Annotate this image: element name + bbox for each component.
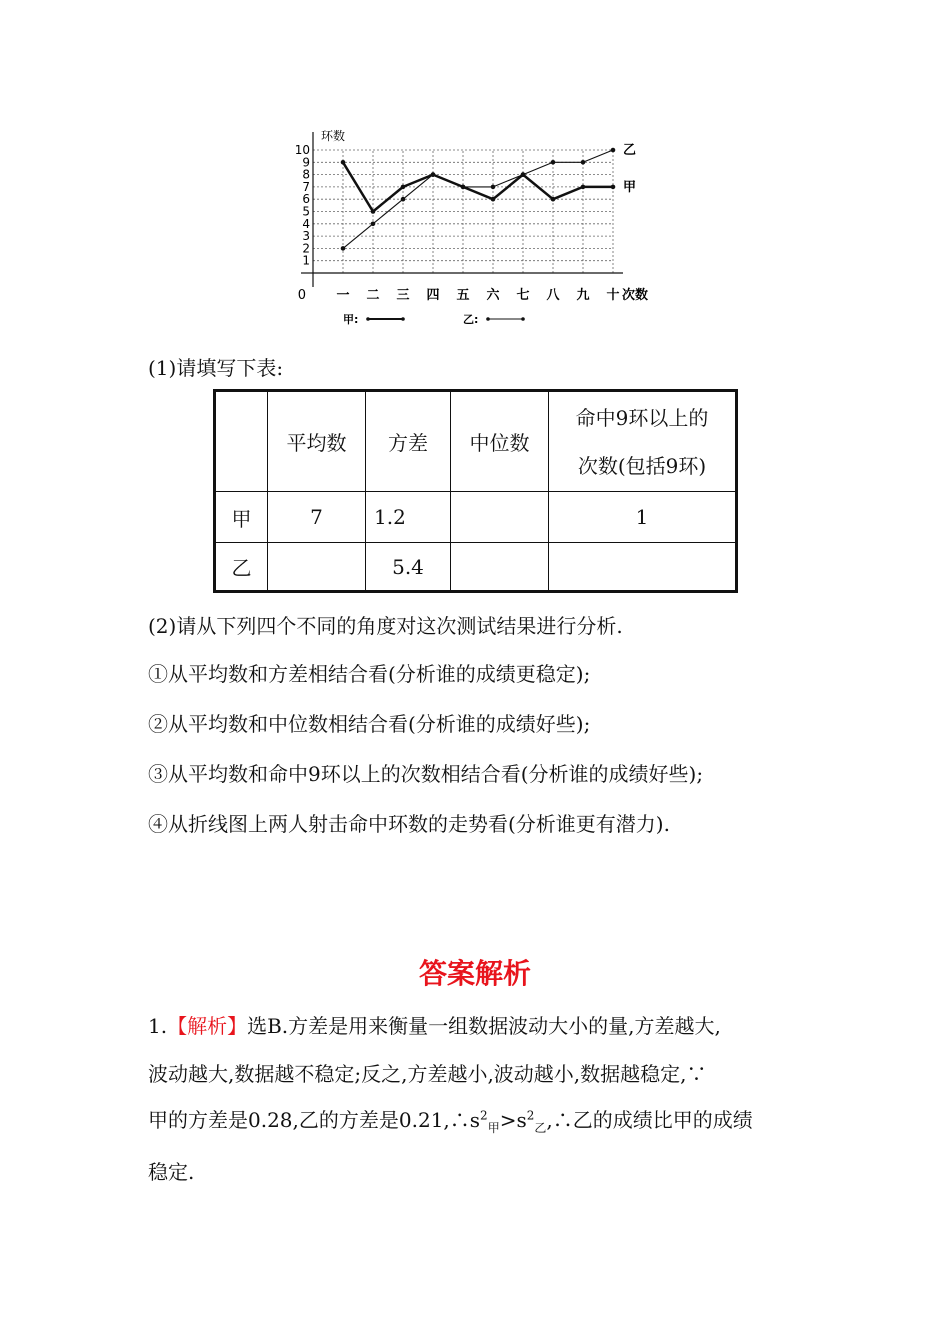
answer-text-3b: ,∴乙的成绩比甲的成绩	[546, 1108, 753, 1132]
data-point	[521, 172, 526, 177]
x-tick-label: 十	[606, 288, 620, 303]
analysis-item-3: ③从平均数和命中9环以上的次数相结合看(分析谁的成绩好些);	[148, 762, 704, 786]
cell-mean	[268, 543, 366, 592]
y-tick-label: 3	[302, 229, 310, 244]
answer-text-3a: 甲的方差是0.28,乙的方差是0.21,∴s	[148, 1108, 481, 1132]
subscript: 甲	[487, 1121, 500, 1135]
legend-label: 甲:	[343, 313, 359, 326]
header-hits-line1: 命中9环以上的	[575, 405, 709, 430]
header-variance: 方差	[366, 391, 451, 492]
table-row	[215, 492, 737, 543]
row-name: 甲	[215, 492, 268, 543]
x-axis-label: 次数	[622, 288, 649, 303]
y-tick-label: 2	[302, 241, 310, 256]
legend-point	[486, 317, 490, 321]
table-row	[215, 543, 737, 592]
line-chart	[278, 120, 668, 335]
legend-point	[401, 317, 405, 321]
data-point	[461, 185, 466, 190]
data-point	[341, 246, 346, 251]
header-mean: 平均数	[268, 391, 366, 492]
data-point	[611, 148, 616, 153]
data-point	[401, 197, 406, 202]
cell-hits	[549, 543, 737, 592]
answer-line-1	[148, 1010, 721, 1039]
data-point	[491, 185, 496, 190]
cell-variance: 5.4	[366, 543, 451, 592]
question-2: (2)请从下列四个不同的角度对这次测试结果进行分析.	[148, 614, 623, 638]
x-tick-label: 七	[516, 288, 530, 303]
y-tick-label: 4	[302, 216, 310, 231]
cell-median	[451, 492, 549, 543]
header-hits-line2: 次数(包括9环)	[577, 453, 707, 478]
analysis-tag: 【解析】	[167, 1014, 248, 1038]
stats-table	[213, 389, 738, 593]
table-corner	[215, 391, 268, 492]
series-label: 乙	[623, 143, 637, 158]
question-1: (1)请填写下表:	[148, 356, 284, 380]
header-hits	[549, 391, 737, 492]
answer-number: 1.	[148, 1014, 168, 1038]
data-point	[491, 197, 496, 202]
y-tick-label: 10	[294, 143, 310, 157]
y-tick-label: 8	[302, 167, 310, 182]
analysis-item-1: ①从平均数和方差相结合看(分析谁的成绩更稳定);	[148, 662, 591, 686]
series-label: 甲	[623, 179, 637, 195]
y-tick-label: 6	[302, 192, 310, 207]
chart-grid	[313, 150, 613, 273]
data-point	[371, 222, 376, 227]
data-point	[401, 185, 406, 190]
legend-label: 乙:	[463, 313, 479, 326]
legend-point	[366, 317, 370, 321]
data-point	[431, 172, 436, 177]
x-tick-label: 六	[486, 288, 500, 303]
y-tick-label: 9	[302, 155, 310, 170]
chart-lines	[341, 148, 616, 321]
chart-axes	[301, 132, 623, 287]
cell-median	[451, 543, 549, 592]
y-tick-label: 7	[302, 179, 310, 194]
row-name: 乙	[215, 543, 268, 592]
y-axis-label: 环数	[321, 129, 346, 143]
x-tick-label: 一	[336, 288, 350, 303]
analysis-item-2: ②从平均数和中位数相结合看(分析谁的成绩好些);	[148, 712, 591, 736]
superscript: 2	[480, 1108, 488, 1123]
answer-line-2: 波动越大,数据越不稳定;反之,方差越小,波动越小,数据越稳定,∵	[148, 1062, 707, 1086]
answer-title: 答案解析	[418, 957, 531, 990]
data-point	[551, 197, 556, 202]
data-point	[581, 185, 586, 190]
superscript: 2	[526, 1108, 535, 1123]
answer-line-4: 稳定.	[148, 1160, 195, 1184]
y-tick-label: 5	[302, 204, 310, 219]
x-tick-label: 五	[456, 288, 470, 303]
data-point	[341, 160, 346, 165]
x-tick-label: 九	[576, 288, 590, 303]
data-point	[581, 160, 586, 165]
data-point	[611, 185, 616, 190]
cell-mean: 7	[268, 492, 366, 543]
legend-point	[521, 317, 525, 321]
y-tick-label: 1	[302, 253, 310, 268]
x-tick-label: 三	[396, 288, 410, 303]
cell-variance: 1.2	[366, 492, 451, 543]
cell-hits: 1	[549, 492, 737, 543]
analysis-item-4: ④从折线图上两人射击命中环数的走势看(分析谁更有潜力).	[148, 812, 670, 836]
x-tick-label: 四	[426, 288, 440, 303]
data-point	[371, 209, 376, 214]
origin-label: 0	[297, 288, 306, 303]
data-point	[551, 160, 556, 165]
header-median: 中位数	[451, 391, 549, 492]
answer-line-3	[148, 1104, 753, 1136]
x-tick-label: 二	[366, 288, 380, 303]
subscript: 乙	[534, 1121, 547, 1135]
answer-text-1: 选B.方差是用来衡量一组数据波动大小的量,方差越大,	[247, 1014, 721, 1038]
comparison-text: >s	[499, 1108, 527, 1132]
x-tick-label: 八	[546, 288, 560, 303]
